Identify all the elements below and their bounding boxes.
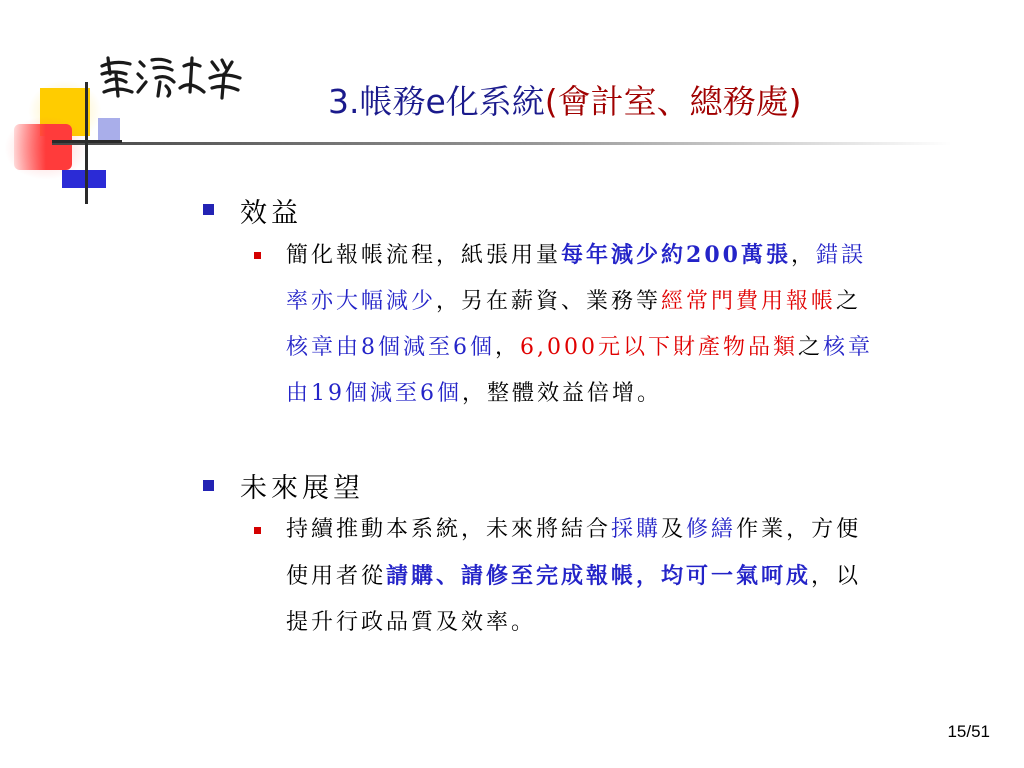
level1-bullet-icon xyxy=(203,480,214,491)
text-segment-blue: 核章由8個減至6個 xyxy=(286,335,495,360)
text-segment-plain: 之 xyxy=(836,289,862,314)
text-segment-red: 經常門費用報帳 xyxy=(661,289,837,314)
page-number: 15/51 xyxy=(947,722,990,741)
text-segment-plain: ， xyxy=(495,335,521,360)
university-logo xyxy=(96,52,246,100)
text-segment-plain: ，整體效益倍增。 xyxy=(462,381,663,406)
text-segment-blue: 錯誤率亦大幅減少 xyxy=(286,243,866,314)
level2-bullet-icon xyxy=(254,252,261,259)
benefits-paragraph xyxy=(286,232,886,417)
decor-blue-square xyxy=(62,170,106,188)
decor-horizontal-bar xyxy=(52,140,122,143)
decor-vertical-bar xyxy=(85,82,88,204)
text-segment-plain: 作業，方便使用者從 xyxy=(286,517,862,589)
text-segment-plain: 及 xyxy=(661,517,687,542)
text-segment-blue: 核章由19個減至6個 xyxy=(286,335,874,406)
decor-lavender-square xyxy=(98,118,120,140)
text-segment-plain: ， xyxy=(790,243,816,268)
text-segment-plain: 之 xyxy=(798,335,824,360)
title-main: 3.帳務e化系統 xyxy=(328,82,545,121)
text-segment-blue-bold: 每年減少約200萬張 xyxy=(561,242,791,268)
slide-title xyxy=(328,76,802,123)
text-segment-plain: 簡化報帳流程，紙張用量 xyxy=(286,243,562,268)
text-segment-plain: 持續推動本系統，未來將結合 xyxy=(286,517,612,542)
level2-bullet-icon xyxy=(254,527,261,534)
text-segment-blue: 採購 xyxy=(611,517,662,542)
section-heading-outlook: 未來展望 xyxy=(240,473,364,504)
text-segment-blue-bold: 請購、請修至完成報帳，均可一氣呵成 xyxy=(386,563,812,589)
section-heading-benefits: 效益 xyxy=(240,198,302,229)
title-departments: (會計室、總務處) xyxy=(544,82,802,121)
title-rule xyxy=(52,142,952,145)
text-segment-red: 6,000元以下財產物品類 xyxy=(520,335,798,360)
decor-red-square xyxy=(14,124,72,170)
level1-bullet-icon xyxy=(203,204,214,215)
outlook-paragraph xyxy=(286,507,886,646)
text-segment-blue: 修繕 xyxy=(686,517,737,542)
text-segment-plain: ，另在薪資、業務等 xyxy=(436,289,662,314)
text-segment-plain: ，以提升行政品質及效率。 xyxy=(286,564,862,635)
